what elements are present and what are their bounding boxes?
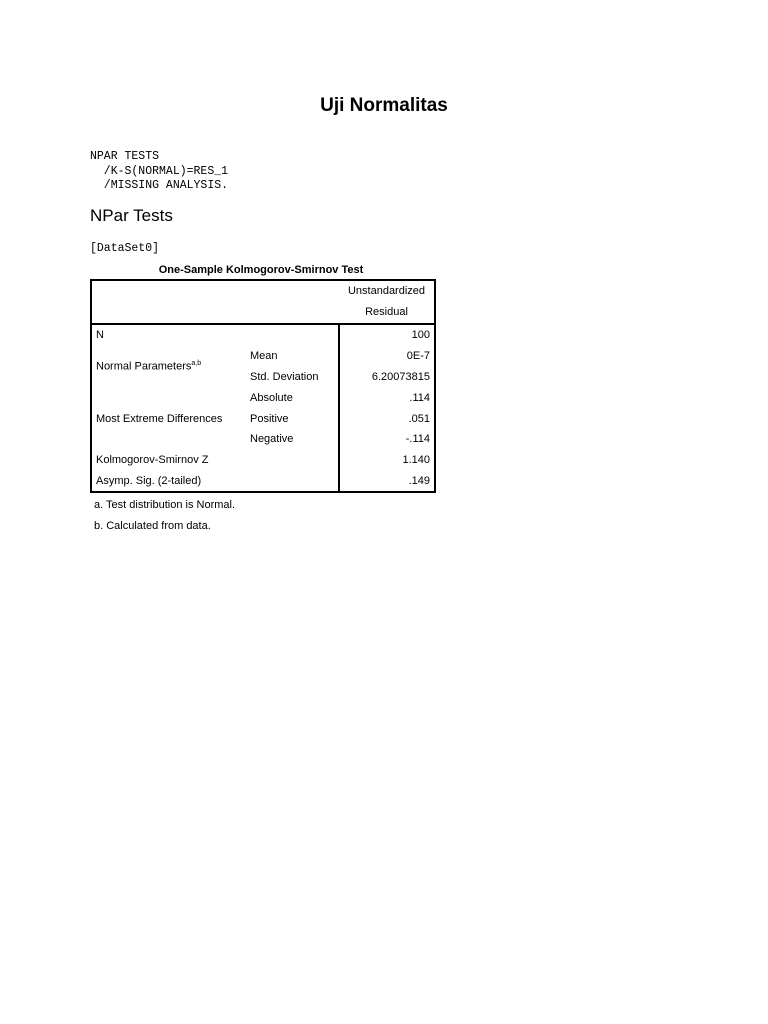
sub-label: Negative bbox=[246, 429, 339, 450]
syntax-line: /MISSING ANALYSIS. bbox=[90, 179, 229, 192]
dataset-label: [DataSet0] bbox=[90, 242, 160, 255]
syntax-line: /K-S(NORMAL)=RES_1 bbox=[90, 164, 229, 178]
cell-value: .114 bbox=[339, 387, 435, 408]
table-header-row bbox=[91, 280, 435, 324]
table-row bbox=[91, 450, 435, 471]
header-empty-cell bbox=[91, 280, 339, 324]
cell-value: 0E-7 bbox=[339, 346, 435, 367]
sub-label: Mean bbox=[246, 346, 339, 367]
cell-value: 6.20073815 bbox=[339, 367, 435, 388]
page-title: Uji Normalitas bbox=[320, 95, 448, 116]
sub-label: Positive bbox=[246, 408, 339, 429]
row-label: Normal Parameters$^{a,b}$ bbox=[91, 346, 246, 388]
row-label: Asymp. Sig. (2-tailed) bbox=[91, 471, 246, 493]
cell-value: .051 bbox=[339, 408, 435, 429]
row-label: N bbox=[91, 324, 246, 346]
cell-value: 100 bbox=[339, 324, 435, 346]
header-column bbox=[339, 280, 435, 324]
row-label: Kolmogorov-Smirnov Z bbox=[91, 450, 246, 471]
table-row bbox=[91, 346, 435, 367]
sub-label: Absolute bbox=[246, 387, 339, 408]
table-row bbox=[91, 471, 435, 493]
syntax-line: NPAR TESTS bbox=[90, 150, 160, 163]
footnote-b: b. Calculated from data. bbox=[94, 520, 211, 532]
cell-value: 1.140 bbox=[339, 450, 435, 471]
footnote-ref: a,b bbox=[191, 360, 202, 368]
header-line-2: Residual bbox=[365, 306, 408, 318]
table-title: One-Sample Kolmogorov-Smirnov Test bbox=[158, 264, 364, 276]
ks-test-table bbox=[90, 279, 436, 493]
sub-label: Std. Deviation bbox=[246, 367, 339, 388]
row-label: Most Extreme Differences bbox=[91, 387, 246, 449]
cell-value: .149 bbox=[339, 471, 435, 493]
header-line-1: Unstandardized bbox=[347, 285, 426, 297]
section-heading: NPar Tests bbox=[90, 206, 173, 225]
table-row bbox=[91, 387, 435, 408]
cell-value: -.114 bbox=[339, 429, 435, 450]
syntax-block bbox=[90, 150, 228, 194]
footnote-a: a. Test distribution is Normal. bbox=[94, 499, 236, 511]
table-row bbox=[91, 324, 435, 346]
